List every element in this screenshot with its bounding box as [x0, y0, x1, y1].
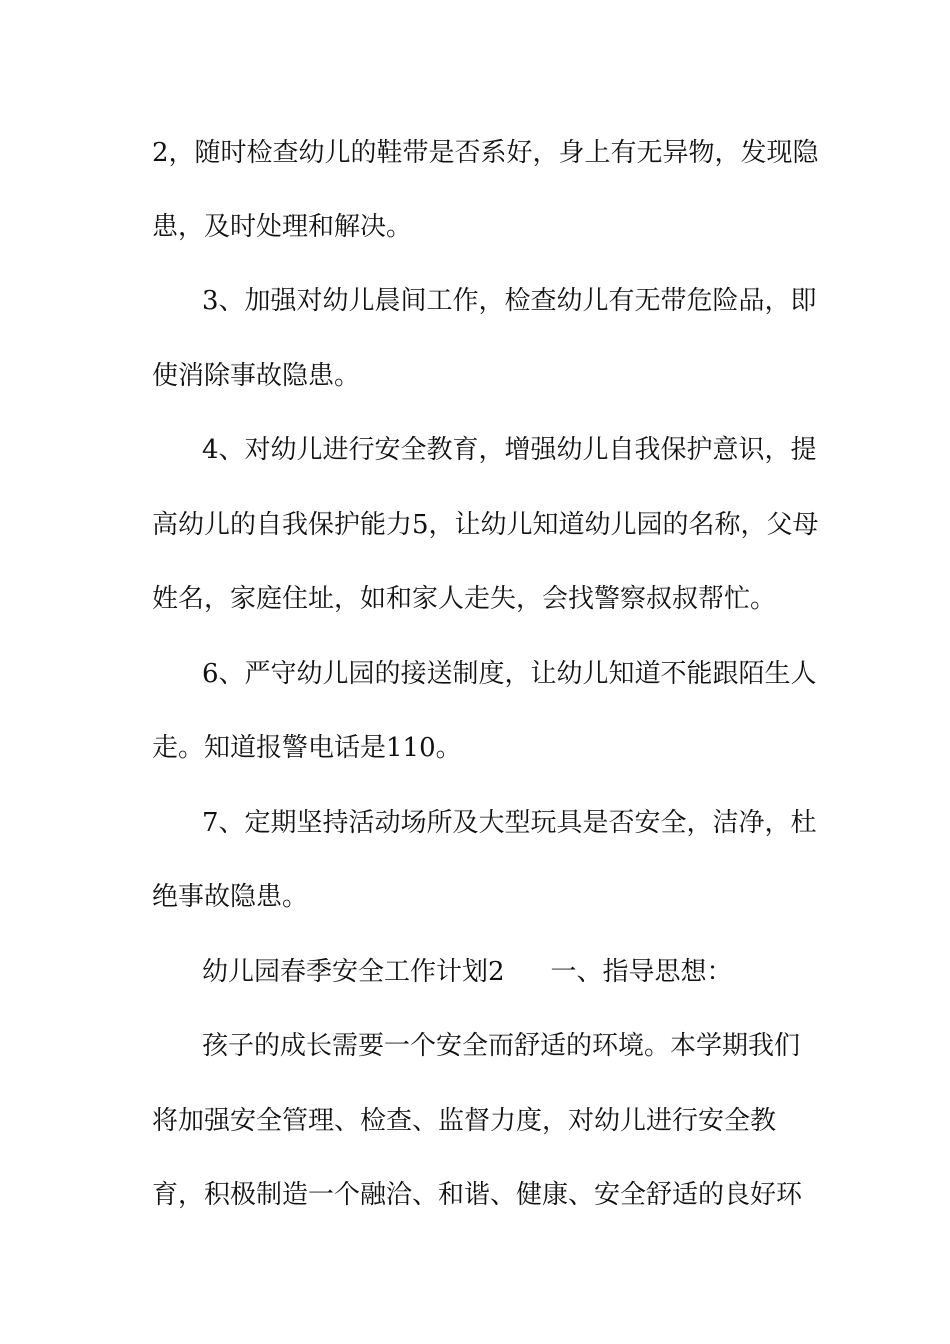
text-line: 高幼儿的自我保护能力5，让幼儿知道幼儿园的名称，父母 [152, 510, 819, 540]
section-heading-line [202, 956, 733, 988]
text-line: 姓名，家庭住址，如和家人走失，会找警察叔叔帮忙。 [152, 584, 777, 614]
text-line: 育，积极制造一个融洽、和谐、健康、安全舒适的良好环 [152, 1180, 803, 1210]
text-line: 将加强安全管理、检查、监督力度，对幼儿进行安全教 [152, 1106, 777, 1136]
text-line: 7、定期坚持活动场所及大型玩具是否安全，洁净，杜 [202, 808, 817, 838]
section-heading: 一、指导思想： [550, 957, 733, 987]
text-line: 绝事故隐患。 [152, 882, 309, 912]
text-line: 患，及时处理和解决。 [152, 212, 413, 242]
text-line: 2，随时检查幼儿的鞋带是否系好，身上有无异物，发现隐 [152, 138, 819, 168]
text-line: 使消除事故隐患。 [152, 361, 361, 391]
text-line: 孩子的成长需要一个安全而舒适的环境。本学期我们 [202, 1031, 801, 1061]
text-line: 6、严守幼儿园的接送制度，让幼儿知道不能跟陌生人 [202, 659, 817, 689]
text-line: 4、对幼儿进行安全教育，增强幼儿自我保护意识，提 [202, 435, 817, 465]
text-line: 3、加强对幼儿晨间工作，检查幼儿有无带危险品，即 [202, 286, 817, 316]
text-line: 走。知道报警电话是110。 [152, 733, 462, 763]
document-title: 幼儿园春季安全工作计划2 [202, 957, 505, 987]
